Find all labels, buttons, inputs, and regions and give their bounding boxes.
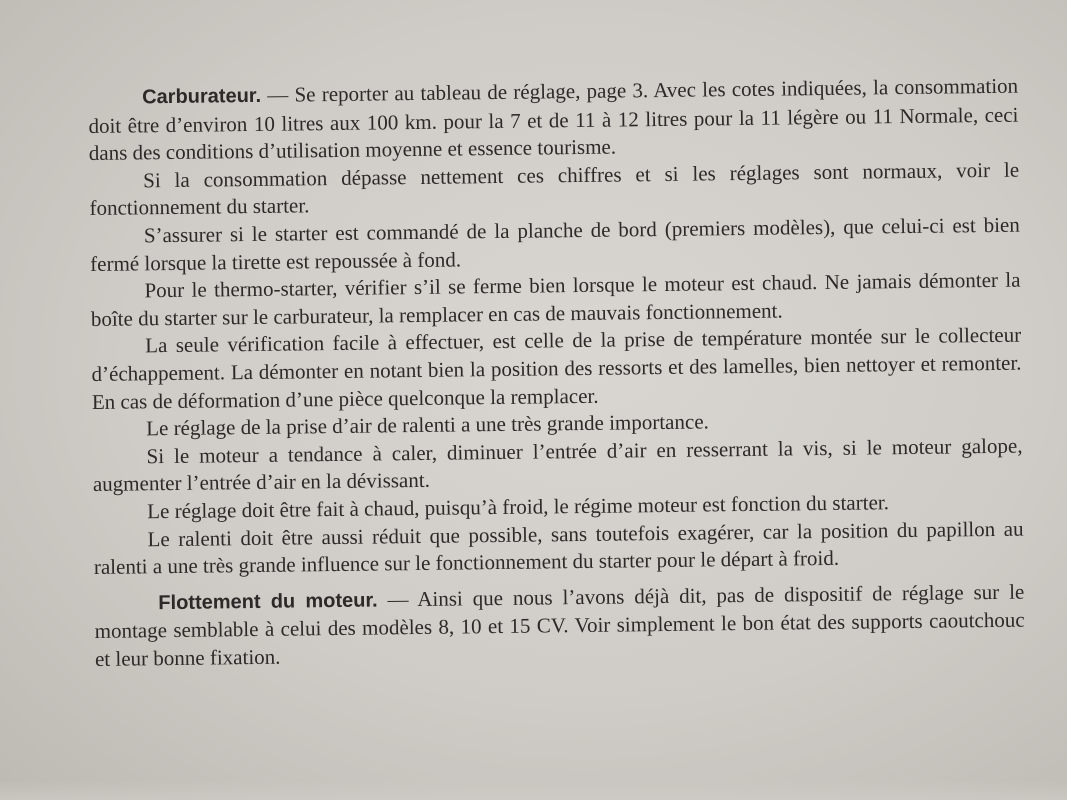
section-flottement-lead [94, 578, 1025, 673]
paragraph: Le ralenti doit être aussi réduit que possible, sans toutefois exagérer, car la position du papillon au ralenti a une très grande influence sur le fonctionnement du starter pour le départ à froid. [93, 516, 1024, 580]
paragraph: S’assurer si le starter est commandé de la planche de bord (premiers modèles), que celui-ci est bien fermé lorsque la tirette est repoussée à fond. [90, 212, 1020, 276]
section-heading-flottement: Flottement du moteur. [158, 589, 378, 614]
section-heading-carburateur: Carburateur. [142, 84, 262, 109]
section-carburateur-lead [88, 73, 1019, 168]
paragraph: Pour le thermo-starter, vérifier s’il se ferme bien lorsque le moteur est chaud. Ne jamais démonter la boîte du starter sur le carburateur, la remplacer en cas de mauvais fonctionnement. [90, 267, 1021, 331]
paragraph: Le réglage doit être fait à chaud, puisqu’à froid, le régime moteur est fonction du starter. [147, 490, 890, 524]
paragraph: La seule vérification facile à effectuer, est celle de la prise de température montée sur le collecteur d’échappement. La démonter en notant bien la position des ressorts et des lamelles, bien nettoyer et remonter. En cas de déformation d’une pièce quelconque la remplacer. [91, 322, 1022, 414]
document-text [88, 73, 1025, 674]
section-lead-text: — Ainsi que nous l’avons déjà dit, pas de dispositif de réglage sur le montage semblable à celui des modèles 8, 10 et 15 CV. Voir simplement le bon état des supports caoutchouc et leur bonne fixation. [94, 579, 1025, 671]
paragraph: Si le moteur a tendance à caler, diminuer l’entrée d’air en resserrant la vis, si le moteur galope, augmenter l’entrée d’air en la dévissant. [92, 433, 1023, 497]
paragraph: Le réglage de la prise d’air de ralenti a une très grande importance. [146, 409, 709, 441]
section-lead-text: — Se reporter au tableau de réglage, page 3. Avec les cotes indiquées, la consommation doit être d’environ 10 litres aux 100 km. pour la 7 et de 11 à 12 litres pour la 11 légère ou 11 Normale, ceci dans des conditions d’utilisation moyenne et essence tourisme. [88, 73, 1019, 166]
paragraph: Si la consommation dépasse nettement ces chiffres et si les réglages sont normaux, voir le fonctionnement du starter. [89, 157, 1020, 221]
page-bottom-shadow [0, 780, 1067, 800]
